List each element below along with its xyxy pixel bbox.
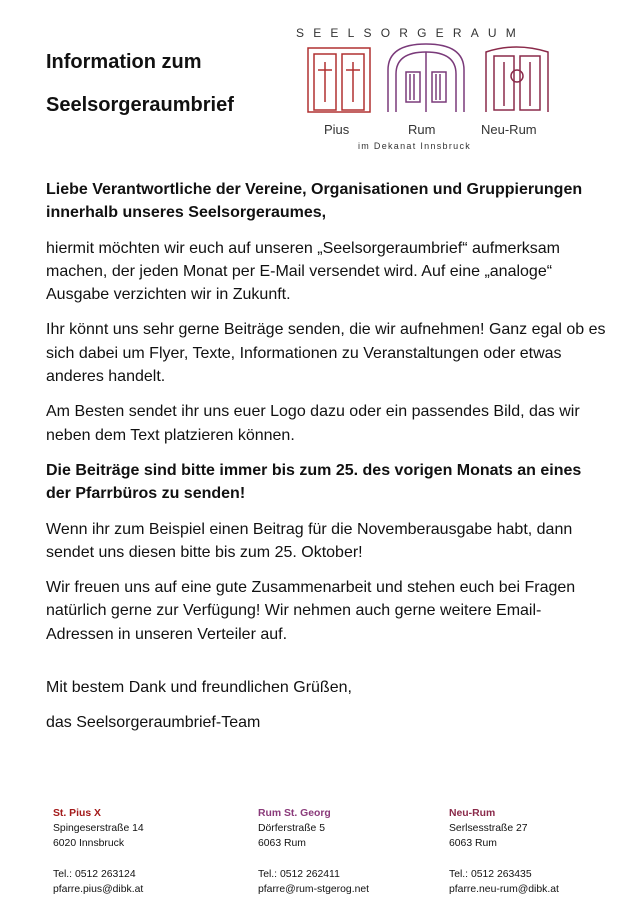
neurum-door-icon (486, 47, 548, 112)
footer-name: Rum St. Georg (258, 808, 331, 819)
footer-city: 6063 Rum (449, 838, 497, 850)
paragraph-intro: hiermit möchten wir euch auf unseren „Seelsorgeraumbrief“ aufmerksam machen, der jeden Monat per E-Mail versendet wird. Auf eine „analoge“ Ausgabe verzichten wir in Zukunft. (46, 239, 560, 304)
seelsorgeraum-logo (296, 22, 566, 154)
church-doors-graphic (296, 22, 566, 122)
logo-parish-neurum: Neu-Rum (481, 122, 537, 137)
footer-contact-neurum (449, 806, 559, 897)
footer-contact-pius (53, 806, 144, 897)
greeting: Liebe Verantwortliche der Vereine, Organisationen und Gruppierungen innerhalb unseres Seelsorgeraumes, (46, 181, 583, 222)
logo-deanery: im Dekanat Innsbruck (358, 141, 472, 151)
title-line-2: Seelsorgeraumbrief (46, 94, 234, 116)
footer-street: Dörferstraße 5 (258, 823, 325, 835)
signature: das Seelsorgeraumbrief-Team (46, 714, 261, 732)
closing: Mit bestem Dank und freundlichen Grüßen, (46, 679, 352, 697)
paragraph-contributions: Ihr könnt uns sehr gerne Beiträge senden, die wir aufnehmen! Ganz egal ob es sich dabei um Flyer, Texte, Informationen zu Veranstaltungen oder etwas anderes handelt. (46, 321, 606, 386)
rum-door-icon (388, 44, 464, 112)
footer-tel: Tel.: 0512 262411 (258, 868, 340, 880)
letter-body (46, 178, 606, 747)
title-line-1: Information zum (46, 51, 202, 73)
footer-street: Spingeserstraße 14 (53, 823, 144, 835)
paragraph-cooperation: Wir freuen uns auf eine gute Zusammenarbeit und stehen euch bei Fragen natürlich gerne zur Verfügung! Wir nehmen auch gerne weitere Email-Adressen in unseren Verteiler auf. (46, 579, 576, 643)
footer-tel: Tel.: 0512 263435 (449, 868, 532, 880)
paragraph-logo: Am Besten sendet ihr uns euer Logo dazu oder ein passendes Bild, das wir neben dem Text platzieren können. (46, 403, 580, 444)
footer-city: 6020 Innsbruck (53, 838, 125, 850)
deadline-notice: Die Beiträge sind bitte immer bis zum 25. des vorigen Monats an eines der Pfarrbüros zu senden! (46, 461, 582, 503)
pius-door-icon (308, 48, 370, 112)
footer-tel: Tel.: 0512 263124 (53, 868, 136, 880)
logo-parish-rum: Rum (408, 122, 436, 137)
footer-street: Serlsesstraße 27 (449, 823, 528, 835)
footer-name: St. Pius X (53, 808, 101, 819)
footer-contact-rum (258, 806, 369, 897)
paragraph-example: Wenn ihr zum Beispiel einen Beitrag für die Novemberausgabe habt, dann sendet uns diesen bitte bis zum 25. Oktober! (46, 520, 573, 561)
logo-name: SEELSORGERAUM (296, 26, 525, 40)
footer-email[interactable]: pfarre.pius@dibk.at (53, 884, 144, 895)
footer-email[interactable]: pfarre.neu-rum@dibk.at (449, 884, 559, 895)
logo-parish-pius: Pius (324, 122, 350, 137)
footer-email[interactable]: pfarre@rum-stgerog.net (258, 884, 370, 895)
footer-city: 6063 Rum (258, 838, 306, 850)
footer-name: Neu-Rum (449, 808, 496, 819)
